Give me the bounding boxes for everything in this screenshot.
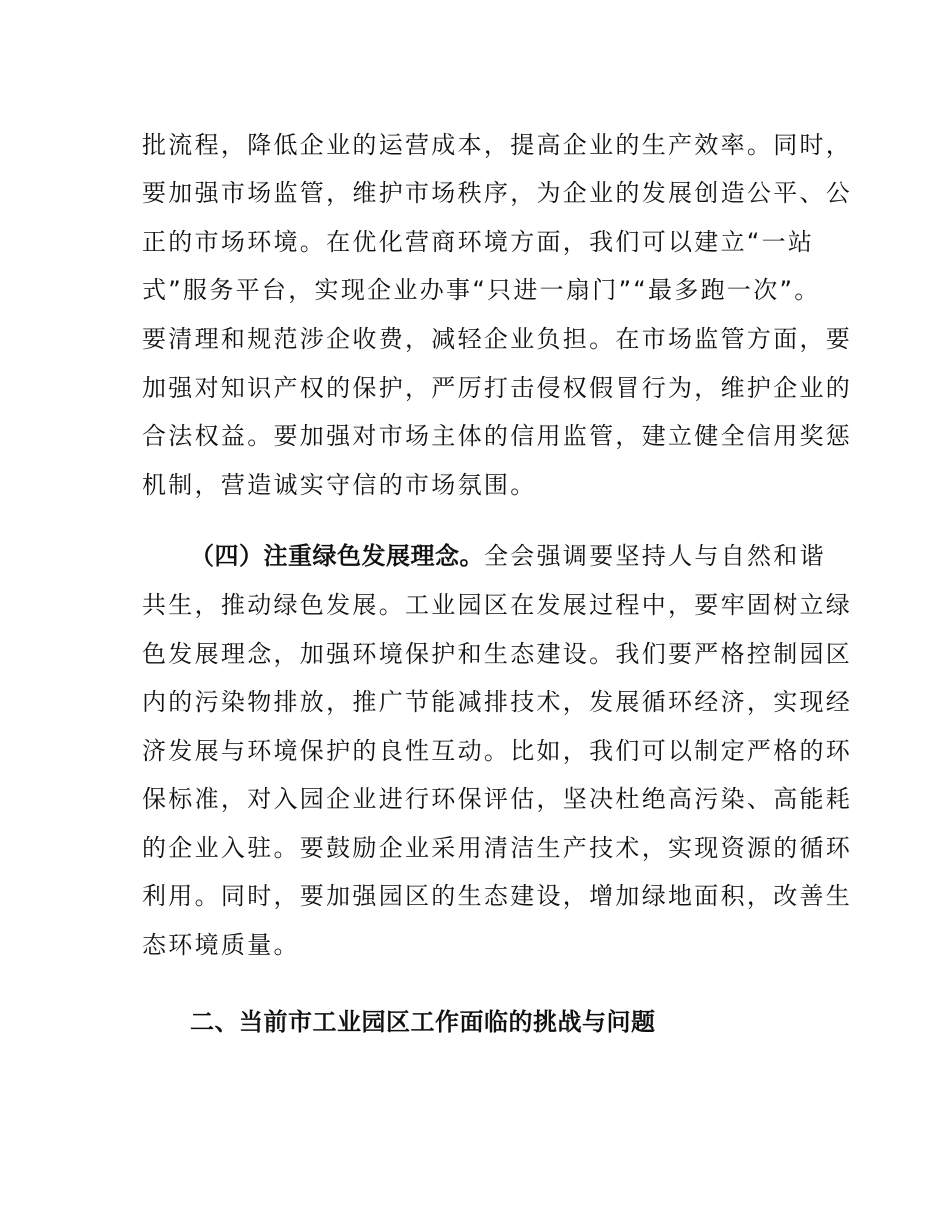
section-four-title: （四）注重绿色发展理念。	[190, 542, 484, 570]
paragraph-line: 保标准，对入园企业进行环保评估，坚决杜绝高污染、高能耗	[142, 785, 853, 813]
paragraph-line: 合法权益。要加强对市场主体的信用监管，建立健全信用奖惩	[142, 422, 853, 450]
paragraph-line: 的企业入驻。要鼓励企业采用清洁生产技术，实现资源的循环	[142, 834, 853, 862]
paragraph-line: 正的市场环境。在优化营商环境方面，我们可以建立“一站	[142, 228, 815, 256]
paragraph-line: 要清理和规范涉企收费，减轻企业负担。在市场监管方面，要	[142, 325, 853, 353]
section-four-first-line	[190, 536, 910, 576]
paragraph-line: 机制，营造诚实守信的市场氛围。	[142, 471, 537, 499]
section-heading: 二、当前市工业园区工作面临的挑战与问题	[190, 1008, 656, 1036]
paragraph-line: 色发展理念，加强环境保护和生态建设。我们要严格控制园区	[142, 640, 853, 668]
paragraph-line: 加强对知识产权的保护，严厉打击侵权假冒行为，维护企业的	[142, 374, 853, 402]
paragraph-line: 式”服务平台，实现企业办事“只进一扇门”“最多跑一次”。	[142, 276, 821, 304]
paragraph-line: 利用。同时，要加强园区的生态建设，增加绿地面积，改善生	[142, 882, 853, 910]
paragraph-line: 济发展与环境保护的良性互动。比如，我们可以制定严格的环	[142, 737, 853, 765]
paragraph-line: 要加强市场监管，维护市场秩序，为企业的发展创造公平、公	[142, 179, 853, 207]
paragraph-line: 批流程，降低企业的运营成本，提高企业的生产效率。同时，	[142, 131, 853, 159]
paragraph-line: 内的污染物排放，推广节能减排技术，发展循环经济，实现经	[142, 688, 853, 716]
paragraph-line: 态环境质量。	[142, 931, 300, 959]
section-four-lead-text: 全会强调要坚持人与自然和谐	[484, 542, 826, 570]
paragraph-line: 共生，推动绿色发展。工业园区在发展过程中，要牢固树立绿	[142, 591, 853, 619]
